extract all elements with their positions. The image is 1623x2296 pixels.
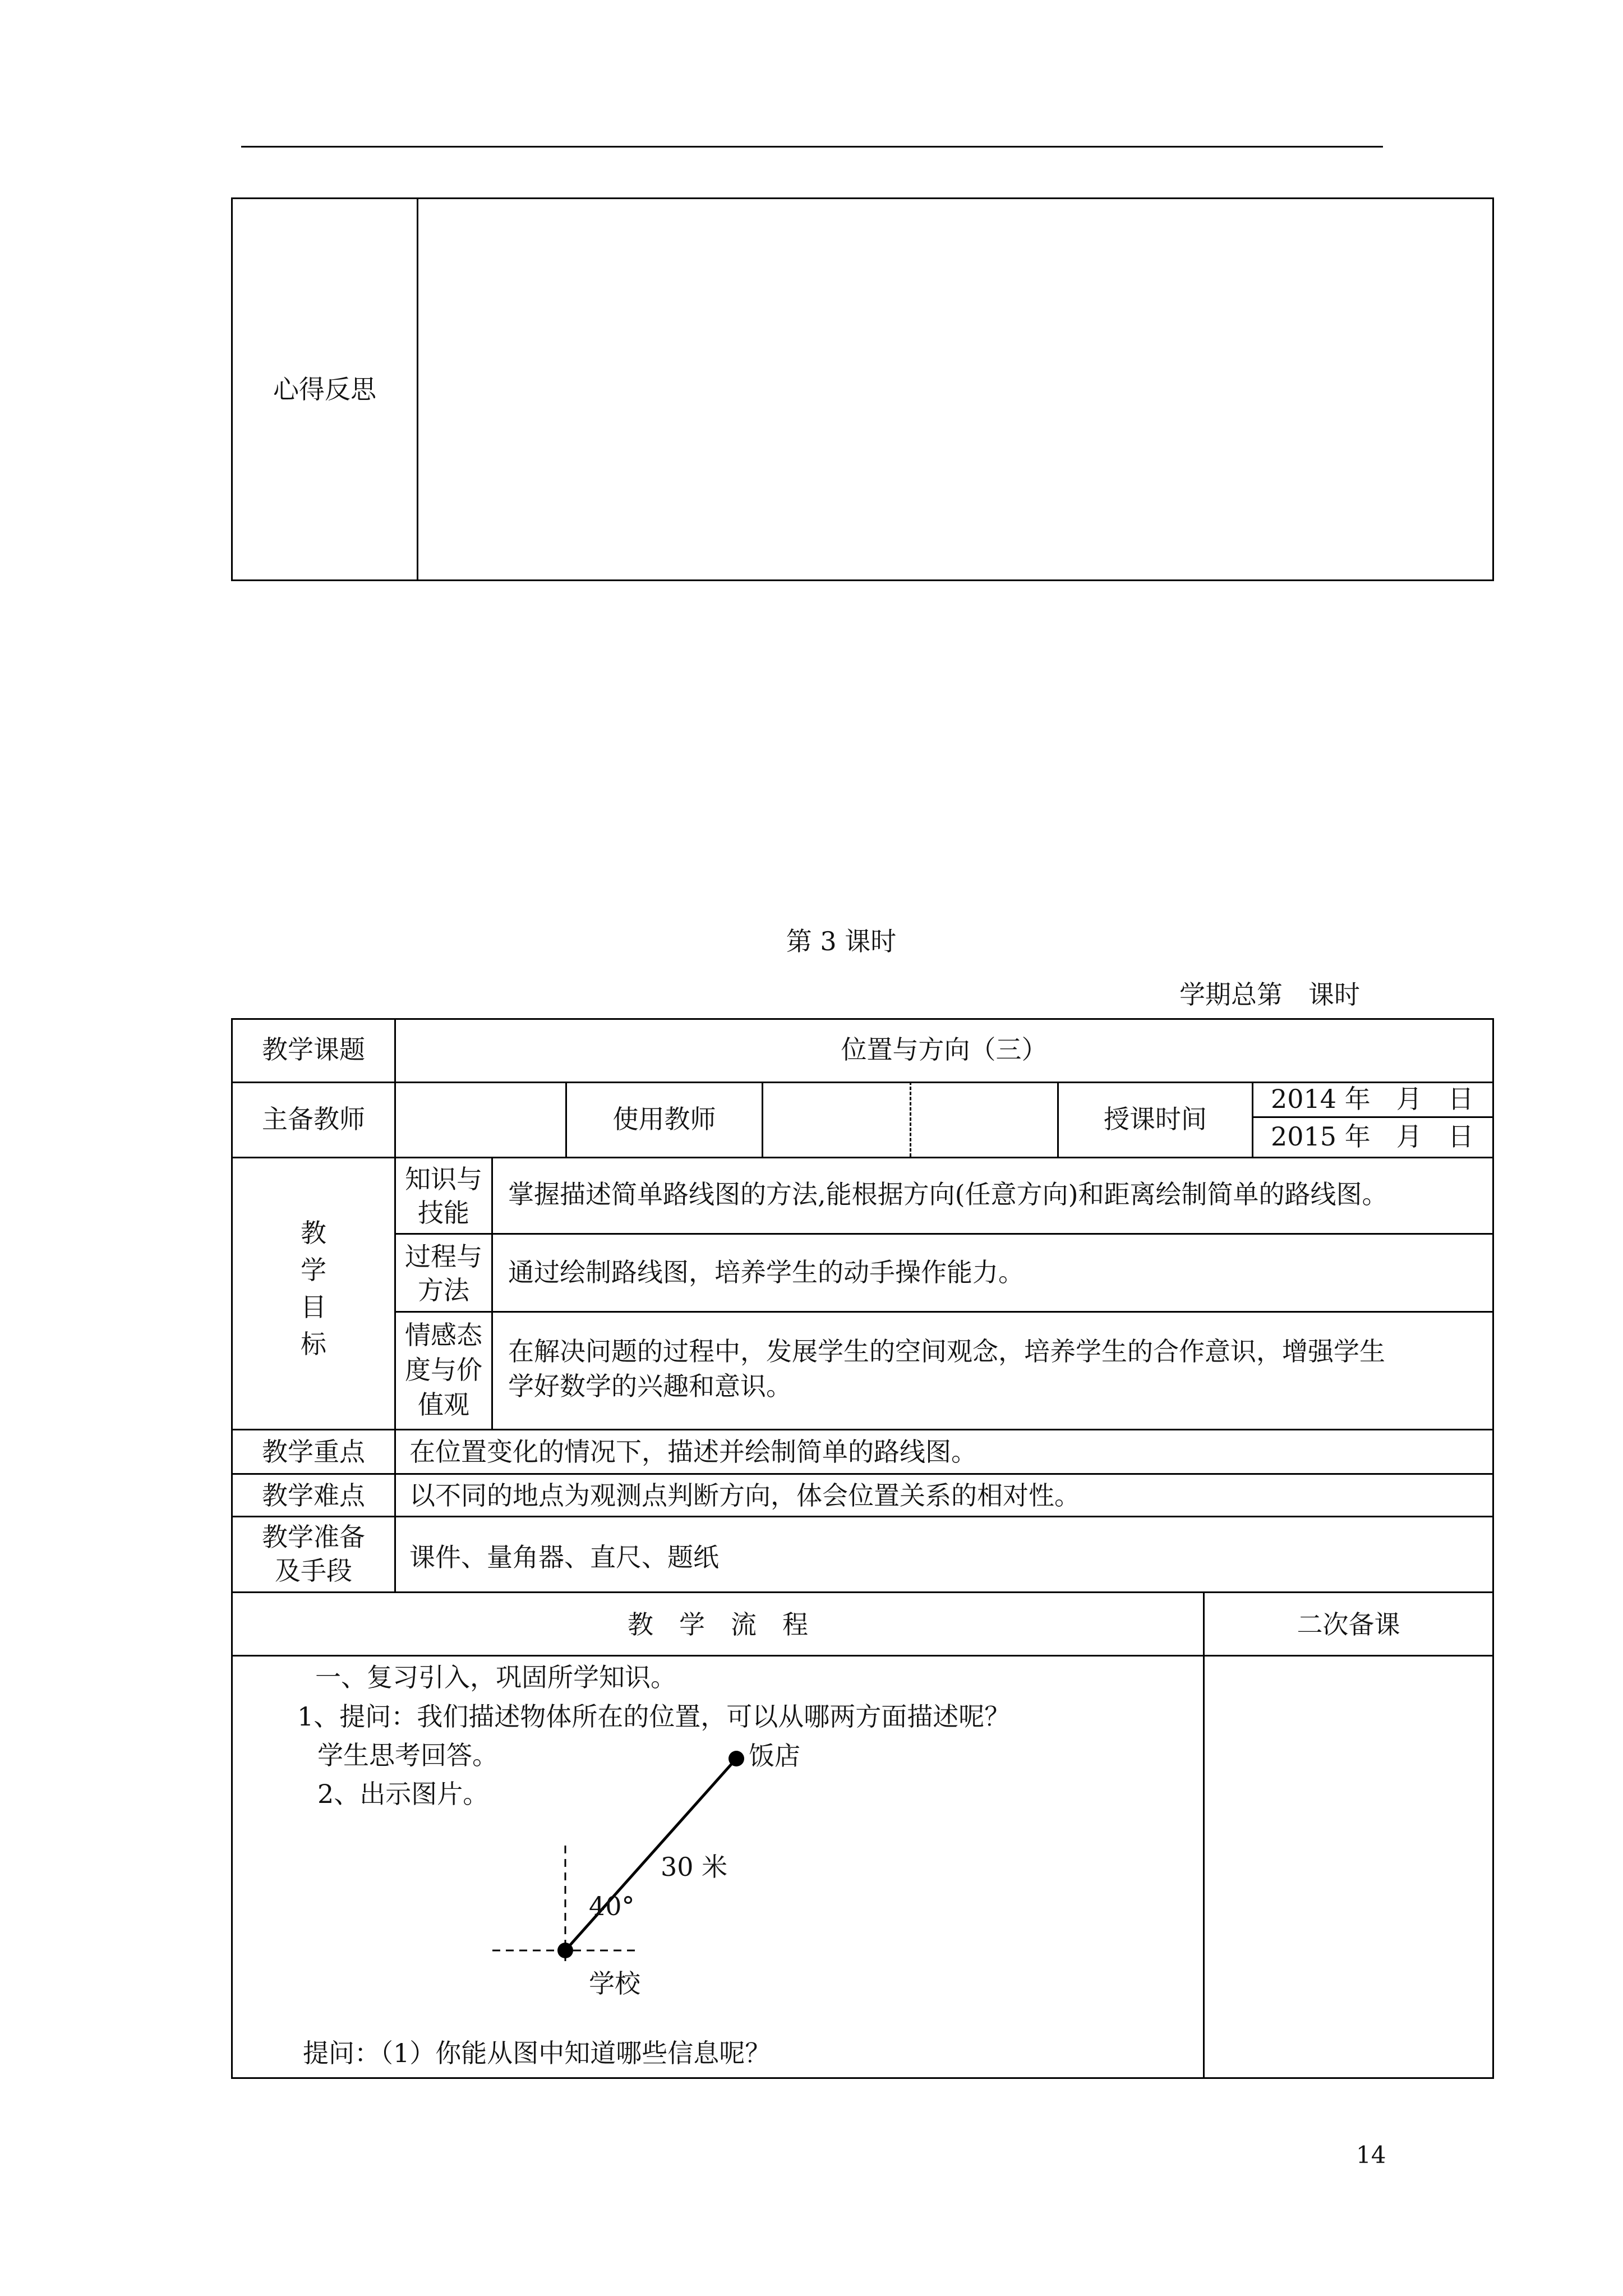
lead-teacher-label: 主备教师 bbox=[262, 1104, 365, 1134]
use-teacher-field[interactable] bbox=[763, 1083, 1057, 1157]
flow-line-4: 2、出示图片。 bbox=[317, 1779, 489, 1809]
flow-line-5: 提问：（1）你能从图中知道哪些信息呢？ bbox=[303, 2038, 771, 2068]
knowledge-skill-label: 知识与 技能 bbox=[405, 1164, 482, 1228]
preparation-text: 课件、量角器、直尺、题纸 bbox=[409, 1542, 719, 1572]
emotion-value-text: 在解决问题的过程中，发展学生的空间观念，培养学生的合作意识，增强学生 学好数学的兴趣和意识。 bbox=[508, 1336, 1385, 1401]
date-2015: 2015 年 月 日 bbox=[1271, 1121, 1474, 1152]
class-time-label: 授课时间 bbox=[1104, 1104, 1207, 1134]
flow-line-2: 1、提问：我们描述物体所在的位置，可以从哪两方面描述呢？ bbox=[297, 1701, 1011, 1732]
restaurant-label: 饭店 bbox=[749, 1741, 800, 1771]
lesson-title: 第 3 课时 bbox=[786, 926, 897, 956]
emotion-value-label: 情感态 度与价 值观 bbox=[405, 1320, 482, 1420]
difficulty-label: 教学难点 bbox=[262, 1480, 365, 1511]
second-prep-header: 二次备课 bbox=[1297, 1609, 1400, 1640]
reflection-label: 心得反思 bbox=[273, 374, 376, 404]
flow-line-3: 学生思考回答。 bbox=[317, 1740, 498, 1770]
angle-label: 40° bbox=[589, 1891, 635, 1921]
knowledge-skill-text: 掌握描述简单路线图的方法,能根据方向(任意方向)和距离绘制简单的路线图。 bbox=[508, 1179, 1388, 1209]
reflection-content[interactable] bbox=[418, 199, 1492, 579]
second-prep-notes[interactable] bbox=[1205, 1657, 1492, 2077]
use-teacher-label: 使用教师 bbox=[612, 1104, 716, 1134]
key-point-text: 在位置变化的情况下，描述并绘制简单的路线图。 bbox=[409, 1437, 977, 1467]
school-label: 学校 bbox=[589, 1968, 640, 1999]
difficulty-text: 以不同的地点为观测点判断方向，体会位置关系的相对性。 bbox=[409, 1480, 1080, 1511]
topic-value: 位置与方向（三） bbox=[841, 1034, 1048, 1065]
topic-label: 教学课题 bbox=[262, 1034, 365, 1065]
flow-header: 教 学 流 程 bbox=[628, 1609, 808, 1640]
semester-total: 学期总第 课时 bbox=[1179, 979, 1360, 1010]
header-rule bbox=[241, 146, 1383, 148]
lead-teacher-field[interactable] bbox=[396, 1083, 565, 1157]
distance-label: 30 米 bbox=[661, 1852, 728, 1882]
flow-line-1: 一、复习引入，巩固所学知识。 bbox=[315, 1662, 676, 1692]
goals-label: 教 学 目 标 bbox=[301, 1218, 326, 1359]
key-point-label: 教学重点 bbox=[262, 1437, 365, 1467]
process-method-label: 过程与 方法 bbox=[405, 1241, 482, 1305]
page-number: 14 bbox=[1356, 2141, 1386, 2169]
school-point bbox=[557, 1943, 573, 1958]
position-diagram bbox=[482, 1728, 841, 2042]
process-method-text: 通过绘制路线图，培养学生的动手操作能力。 bbox=[508, 1257, 1024, 1287]
date-2014: 2014 年 月 日 bbox=[1271, 1084, 1474, 1114]
preparation-label: 教学准备 及手段 bbox=[262, 1522, 365, 1586]
restaurant-point bbox=[728, 1751, 744, 1766]
